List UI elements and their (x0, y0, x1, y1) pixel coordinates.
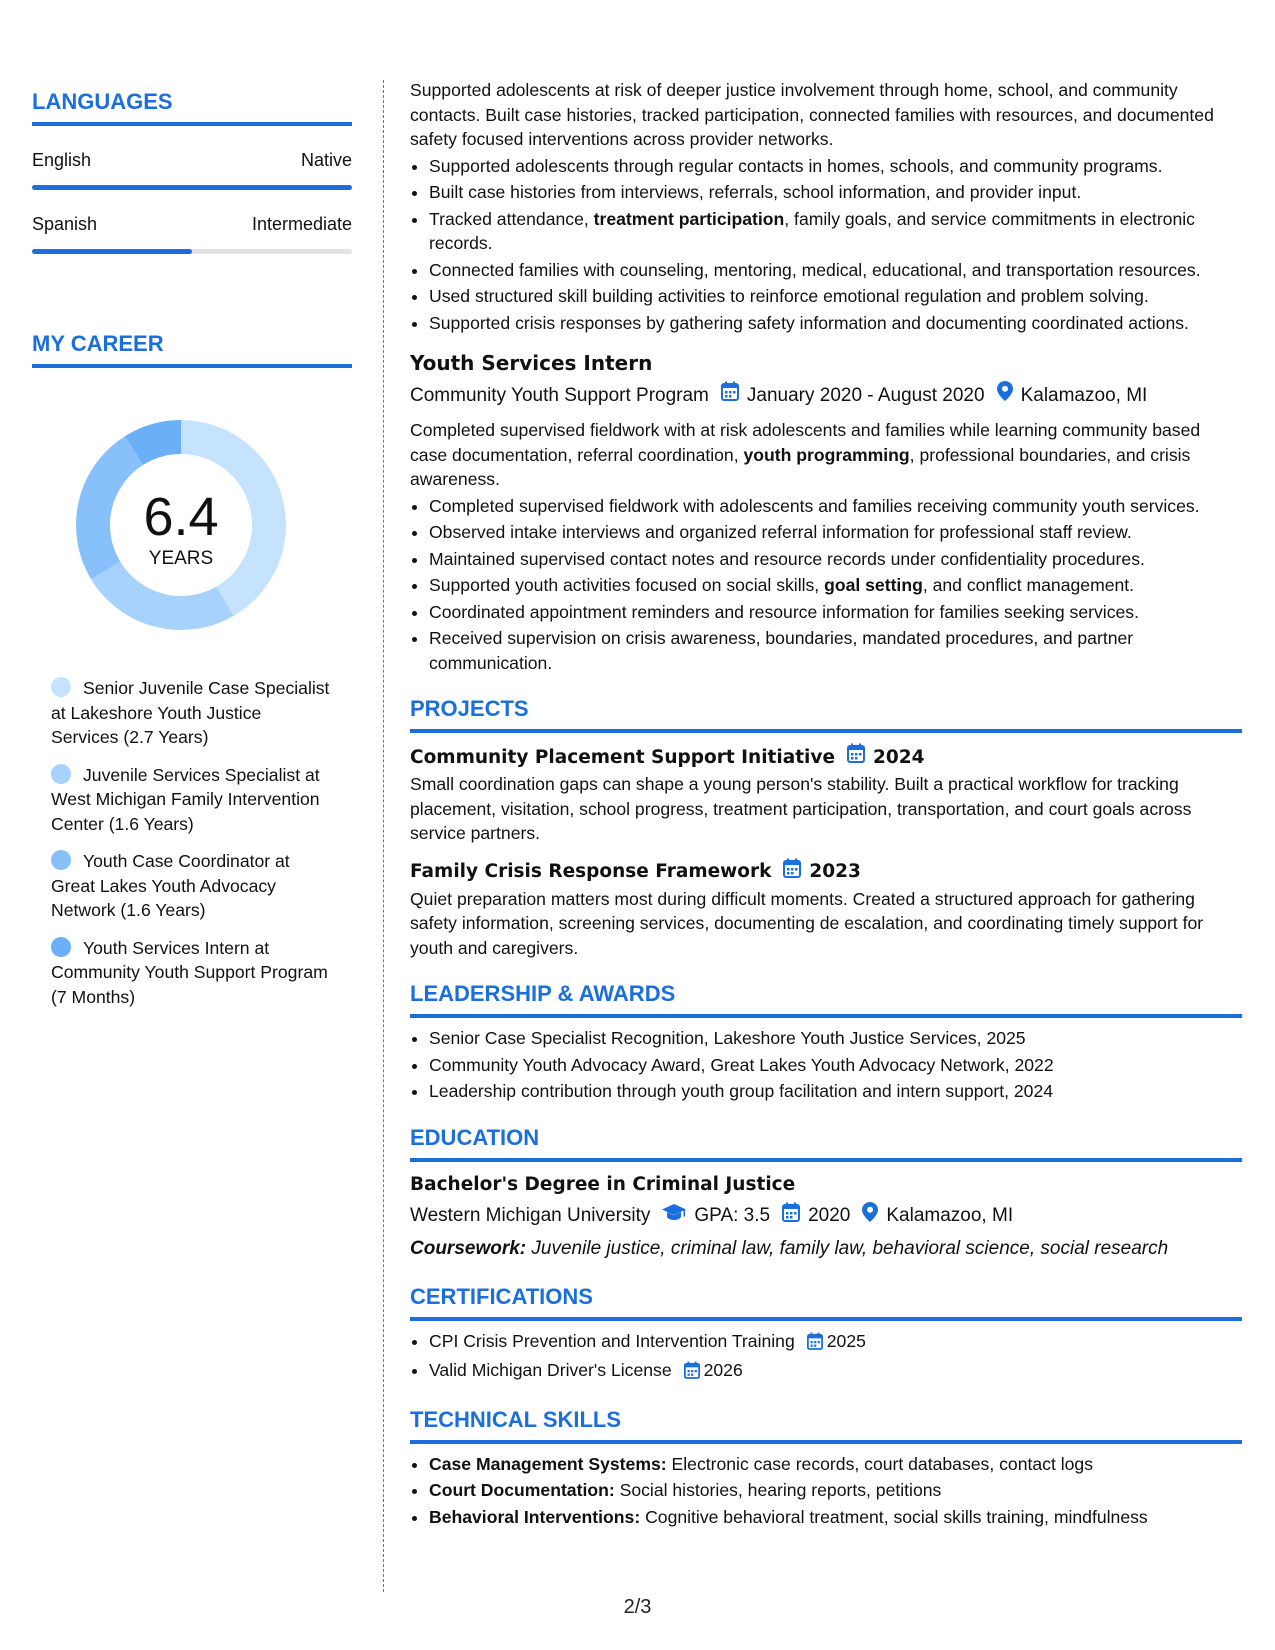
bullet (429, 573, 1242, 598)
skill-value: Social histories, hearing reports, petitions (614, 1480, 942, 1500)
location-pin-icon (997, 381, 1013, 410)
job-organization: Community Youth Support Program (410, 384, 709, 406)
project-name: Family Crisis Response Framework (410, 861, 772, 882)
projects-heading: PROJECTS (410, 695, 1242, 733)
bullet: • Maintained supervised contact notes and resource records under confidentiality procedures. (429, 547, 1242, 572)
skill-label: Court Documentation: (429, 1480, 615, 1500)
language-proficiency-bar (32, 249, 352, 254)
legend-item (51, 849, 331, 923)
summary-keyword: youth programming (743, 444, 910, 465)
calendar-icon (807, 1332, 823, 1357)
job-dates: January 2020 - August 2020 (746, 384, 985, 406)
language-item (32, 150, 352, 190)
career-heading: MY CAREER (32, 330, 352, 368)
education-section (410, 1124, 1242, 1263)
skills-section (410, 1406, 1242, 1530)
languages-heading: LANGUAGES (32, 88, 352, 126)
certifications-heading: CERTIFICATIONS (410, 1283, 1242, 1321)
graduation-year: 2020 (808, 1205, 851, 1226)
language-name: English (32, 150, 92, 170)
degree-title: Bachelor's Degree in Criminal Justice (410, 1173, 796, 1195)
main-content (410, 78, 1242, 1531)
bullet: • Received supervision on crisis awareness, boundaries, mandated procedures, and partner communication. (429, 626, 1242, 675)
certification-year: 2025 (826, 1330, 866, 1351)
job-meta (410, 381, 1242, 410)
language-proficiency-fill (32, 249, 192, 254)
coursework (410, 1235, 1242, 1263)
bullet: • Connected families with counseling, mentoring, medical, educational, and transportation resources. (429, 258, 1242, 283)
certification-item (429, 1329, 1242, 1357)
calendar-icon (847, 743, 865, 772)
job-bullets (410, 494, 1242, 676)
bullet: • Supported adolescents through regular contacts in homes, schools, and community programs. (429, 154, 1242, 179)
legend-label: Youth Services Intern at Community Youth Support Program (7 Months) (51, 937, 328, 1007)
school-name: Western Michigan University (410, 1205, 651, 1226)
career-total-value: 6.4 (143, 487, 219, 547)
legend-label: Youth Case Coordinator at Great Lakes Youth Advocacy Network (1.6 Years) (51, 851, 290, 920)
language-proficiency-bar (32, 185, 352, 190)
certifications-section (410, 1283, 1242, 1386)
legend-item (51, 936, 331, 1010)
certification-name: Valid Michigan Driver's License (429, 1360, 672, 1380)
bullet-keyword: treatment participation (593, 208, 785, 229)
legend-dot (51, 937, 71, 957)
awards-list (410, 1026, 1242, 1104)
project-title (410, 743, 1242, 772)
language-item (32, 214, 352, 254)
education-meta (410, 1202, 1242, 1231)
award-item: • Community Youth Advocacy Award, Great Lakes Youth Advocacy Network, 2022 (429, 1053, 1242, 1078)
legend-label: Senior Juvenile Case Specialist at Lakeshore Youth Justice Services (2.7 Years) (51, 678, 330, 747)
bullet-keyword: goal setting (824, 575, 923, 595)
calendar-icon (783, 858, 801, 887)
location-pin-icon (862, 1202, 878, 1231)
legend-dot (51, 850, 71, 870)
job-summary (410, 418, 1242, 492)
bullet: • Supported crisis responses by gathering safety information and documenting coordinated actions. (429, 311, 1242, 336)
certification-year: 2026 (703, 1360, 743, 1380)
projects-section (410, 695, 1242, 960)
project-year: 2023 (809, 861, 861, 882)
project-description: Small coordination gaps can shape a young person's stability. Built a practical workflow for tracking placement, visitation, school progress, treatment participation, transportation, and court goals across service partners. (410, 774, 1192, 843)
job-title: Youth Services Intern (410, 351, 653, 375)
language-name: Spanish (32, 214, 98, 234)
skill-item (429, 1505, 1242, 1530)
career-donut-chart (66, 410, 296, 640)
skill-label: Behavioral Interventions: (429, 1506, 641, 1527)
project-title (410, 858, 1242, 887)
coursework-list: Juvenile justice, criminal law, family law, behavioral science, social research (526, 1237, 1169, 1259)
sidebar (32, 88, 352, 1022)
language-level: Native (300, 150, 352, 170)
bullet-text: , and conflict management. (922, 575, 1135, 595)
gpa: GPA: 3.5 (694, 1205, 771, 1226)
legend-label: Juvenile Services Specialist at West Michigan Family Intervention Center (1.6 Years) (51, 764, 320, 834)
job-bullets (410, 154, 1242, 336)
legend-dot (51, 677, 71, 697)
language-level: Intermediate (251, 214, 352, 234)
project-year: 2024 (873, 746, 925, 768)
skill-item (429, 1478, 1242, 1503)
award-item: • Leadership contribution through youth group facilitation and intern support, 2024 (429, 1079, 1242, 1104)
job-summary: Supported adolescents at risk of deeper justice involvement through home, school, and community contacts. Built case histories, tracked participation, connected families with resources, and documented safety focused interventions across provider networks. (410, 80, 1214, 149)
awards-section (410, 980, 1242, 1104)
bullet: • Observed intake interviews and organized referral information for professional staff review. (429, 520, 1242, 545)
bullet-text: , family goals, and service commitments in electronic records. (429, 208, 1195, 253)
graduation-cap-icon (662, 1202, 686, 1230)
summary-text: Completed supervised fieldwork with at risk adolescents and families while learning community based case documentation, referral coordination, (410, 420, 1201, 465)
certification-item (429, 1358, 1242, 1386)
skill-label: Case Management Systems: (429, 1453, 667, 1474)
bullet (429, 207, 1242, 256)
calendar-icon (782, 1202, 800, 1231)
legend-item (51, 763, 331, 837)
page-number: 2/3 (623, 1596, 652, 1618)
education-heading: EDUCATION (410, 1124, 1242, 1162)
legend-item (51, 676, 331, 750)
certifications-list (410, 1329, 1242, 1386)
bullet: • Used structured skill building activities to reinforce emotional regulation and problem solving. (429, 284, 1242, 309)
bullet: • Coordinated appointment reminders and resource information for families seeking services. (429, 600, 1242, 625)
skill-value: Electronic case records, court databases, contact logs (666, 1453, 1093, 1474)
school-location: Kalamazoo, MI (886, 1205, 1014, 1226)
certification-name: CPI Crisis Prevention and Intervention Training (429, 1330, 795, 1351)
skill-item (429, 1452, 1242, 1477)
project-description: Quiet preparation matters most during difficult moments. Created a structured approach for gathering safety information, screening services, documenting de escalation, and coordinating timely support for youth and caregivers. (410, 888, 1204, 958)
bullet-text: Tracked attendance, (429, 208, 594, 229)
legend-dot (51, 764, 71, 784)
bullet: • Built case histories from interviews, referrals, school information, and provider input. (429, 180, 1242, 205)
bullet-text: Supported youth activities focused on social skills, (429, 575, 825, 595)
career-legend (51, 676, 331, 1009)
project-name: Community Placement Support Initiative (410, 746, 835, 768)
award-item: • Senior Case Specialist Recognition, Lakeshore Youth Justice Services, 2025 (429, 1026, 1242, 1051)
bullet: • Completed supervised fieldwork with adolescents and families receiving community youth services. (429, 494, 1242, 519)
skills-heading: TECHNICAL SKILLS (410, 1406, 1242, 1444)
coursework-label: Coursework: (410, 1237, 527, 1259)
calendar-icon (684, 1361, 700, 1386)
skills-list (410, 1452, 1242, 1530)
language-proficiency-fill (32, 185, 352, 190)
awards-heading: LEADERSHIP & AWARDS (410, 980, 1242, 1018)
column-divider (383, 80, 384, 1592)
job-location: Kalamazoo, MI (1020, 384, 1148, 406)
career-total-unit: YEARS (148, 548, 214, 569)
calendar-icon (721, 381, 739, 410)
skill-value: Cognitive behavioral treatment, social skills training, mindfulness (640, 1506, 1148, 1527)
summary-text: , professional boundaries, and crisis awareness. (410, 444, 1191, 489)
